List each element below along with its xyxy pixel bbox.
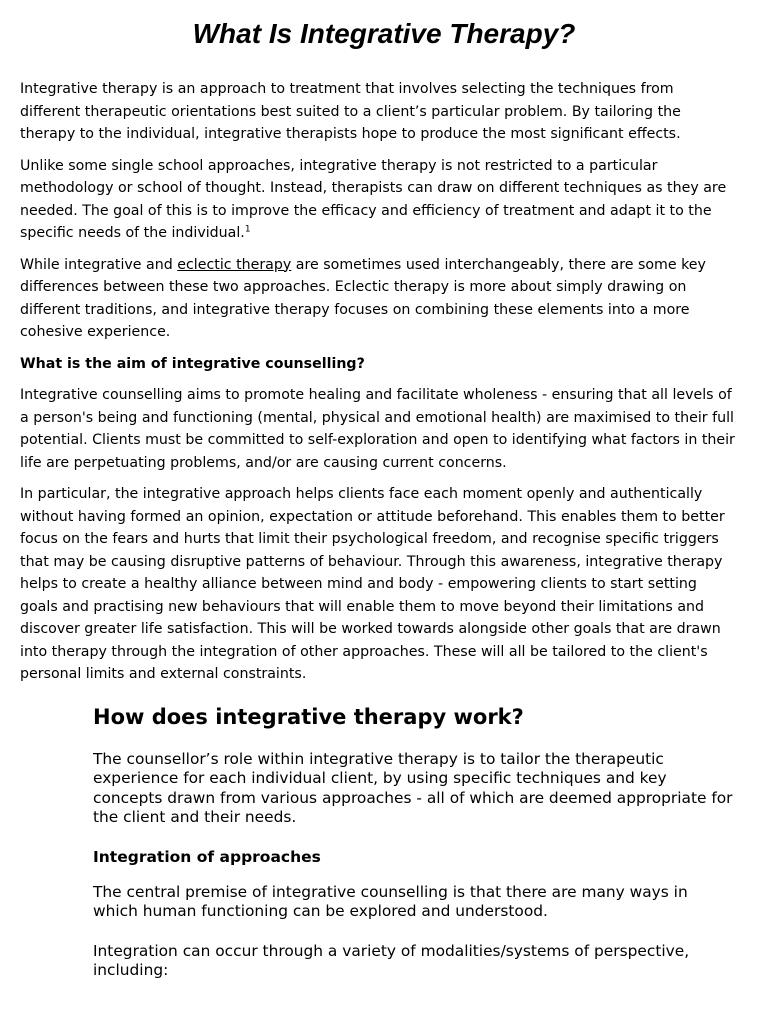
aim-question-heading: What is the aim of integrative counselling?	[20, 355, 365, 372]
page-title: What Is Integrative Therapy?	[192, 18, 576, 49]
how-heading: How does integrative therapy work?	[93, 705, 524, 729]
intro-section	[20, 78, 736, 695]
intro-paragraph-2-text: Unlike some single school approaches, integrative therapy is not restricted to a particular methodology or school of thought. Instead, therapists can draw on different techniques as they are needed. The goal of this is to improve the efficacy and efficiency of treatment and adapt it to the specific needs of the individual.	[20, 157, 727, 241]
footnote-marker: 1	[244, 224, 251, 235]
intro-paragraph-3-start: While integrative and	[20, 256, 178, 273]
integration-subheading: Integration of approaches	[93, 848, 321, 867]
intro-paragraph-1: Integrative therapy is an approach to treatment that involves selecting the techniques from different therapeutic orientations best suited to a client’s particular problem. By tailoring the therapy to the individual, integrative therapists hope to produce the most significant effects.	[20, 81, 681, 142]
eclectic-therapy-link[interactable]: eclectic therapy	[177, 256, 292, 273]
intro-paragraph-2	[20, 155, 736, 245]
aim-paragraph-2: In particular, the integrative approach helps clients face each moment openly and authentically without having formed an opinion, expectation or attitude beforehand. This enables them to better focus on the fears and hurts that limit their psychological freedom, and recognise specific triggers that may be causing disruptive patterns of behaviour. Through this awareness, integrative therapy helps to create a healthy alliance between mind and body - empowering clients to start setting goals and practising new behaviours that will enable them to move beyond their limitations and discover greater life satisfaction. This will be worked towards alongside other goals that are drawn into therapy through the integration of other approaches. These will all be tailored to the client's personal limits and external constraints.	[20, 486, 725, 682]
intro-paragraph-3-end: are sometimes used interchangeably, there are some key differences between these two approaches. Eclectic therapy is more about simply drawing on different traditions, and integrative therapy focuses on combining these elements into a more cohesive experience.	[20, 256, 706, 340]
aim-paragraph-1: Integrative counselling aims to promote healing and facilitate wholeness - ensuring that all levels of a person's being and functioning (mental, physical and emotional health) are maximised to their full potential. Clients must be committed to self-exploration and open to identifying what factors in their life are perpetuating problems, and/or are causing current concerns.	[20, 387, 735, 471]
how-paragraph-1: The counsellor’s role within integrative therapy is to tailor the therapeutic experience for each individual client, by using specific techniques and key concepts drawn from various approaches - all of which are deemed appropriate for the client and their needs.	[93, 750, 733, 826]
intro-paragraph-3	[20, 254, 736, 344]
how-paragraph-2: The central premise of integrative counselling is that there are many ways in which human functioning can be explored and understood.	[93, 883, 688, 921]
how-paragraph-3: Integration can occur through a variety of modalities/systems of perspective, including:	[93, 941, 690, 980]
how-section	[93, 702, 733, 1000]
